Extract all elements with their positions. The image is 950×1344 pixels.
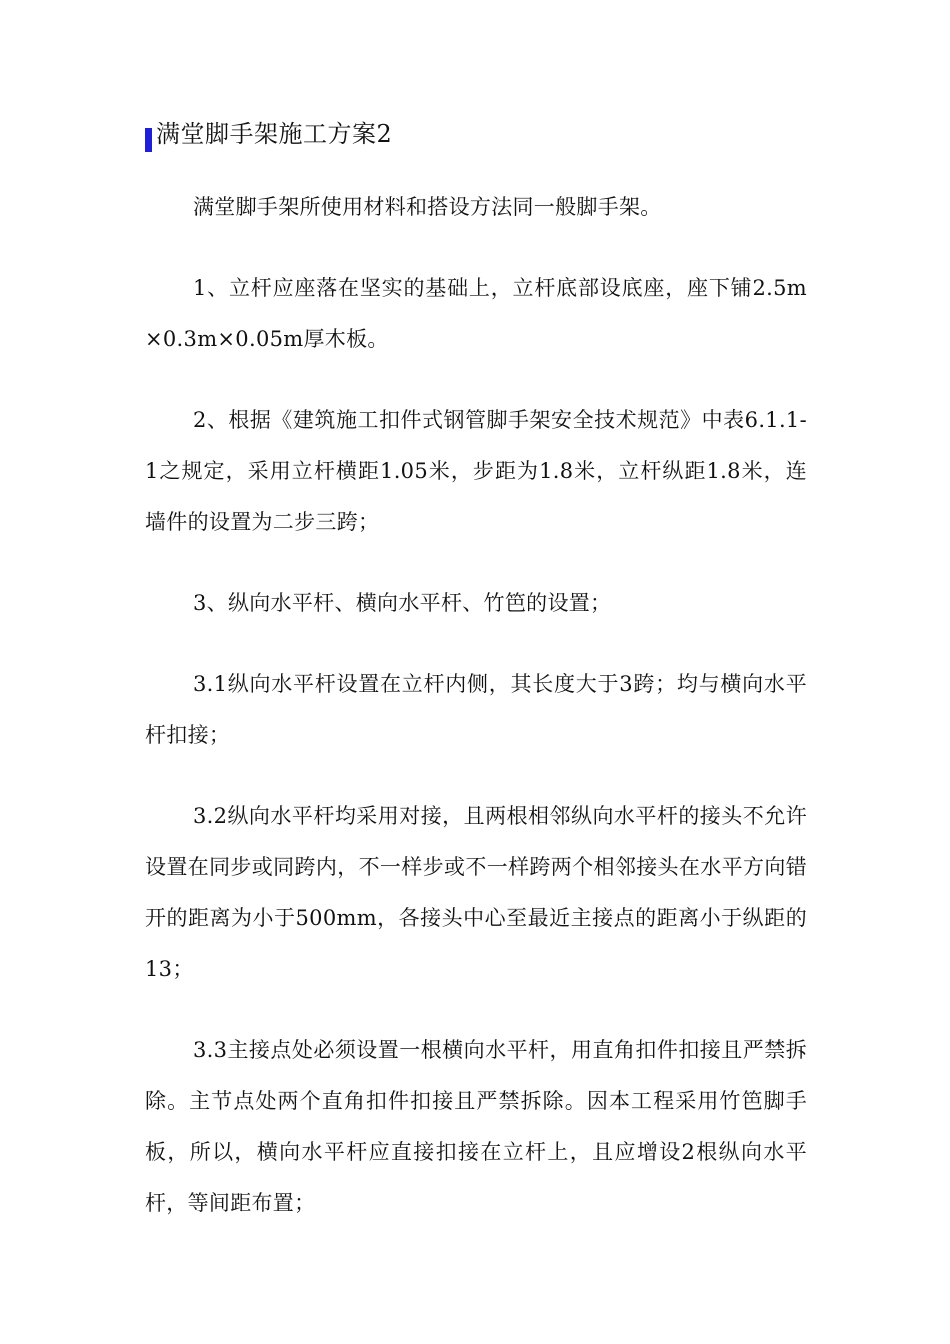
paragraph-item-1: 1、立杆应座落在坚实的基础上，立杆底部设底座，座下铺2.5m×0.3m×0.05m厚木板。 [145,276,807,351]
paragraph-item-2: 2、根据《建筑施工扣件式钢管脚手架安全技术规范》中表6.1.1-1之规定，采用立杆横距1.05米，步距为1.8米，立杆纵距1.8米，连墙件的设置为二步三跨； [145,408,807,534]
paragraph-item-3-2: 3.2纵向水平杆均采用对接，且两根相邻纵向水平杆的接头不允许设置在同步或同跨内，不一样步或不一样跨两个相邻接头在水平方向错开的距离为小于500mm，各接头中心至最近主接点的距离小于纵距的13； [145,804,807,981]
paragraph-intro: 满堂脚手架所使用材料和搭设方法同一般脚手架。 [193,195,662,219]
document-body [145,182,807,1259]
paragraph-item-3-3: 3.3主接点处必须设置一根横向水平杆，用直角扣件扣接且严禁拆除。主节点处两个直角扣件扣接且严禁拆除。因本工程采用竹笆脚手板，所以，横向水平杆应直接扣接在立杆上，且应增设2根纵向水平杆，等间距布置； [145,1038,807,1215]
document-title: 满堂脚手架施工方案2 [156,120,393,148]
heading-row [145,116,392,152]
paragraph-item-3-1: 3.1纵向水平杆设置在立杆内侧，其长度大于3跨；均与横向水平杆扣接； [145,672,807,747]
heading-marker [145,128,152,152]
paragraph-item-3: 3、纵向水平杆、横向水平杆、竹笆的设置； [193,591,612,615]
